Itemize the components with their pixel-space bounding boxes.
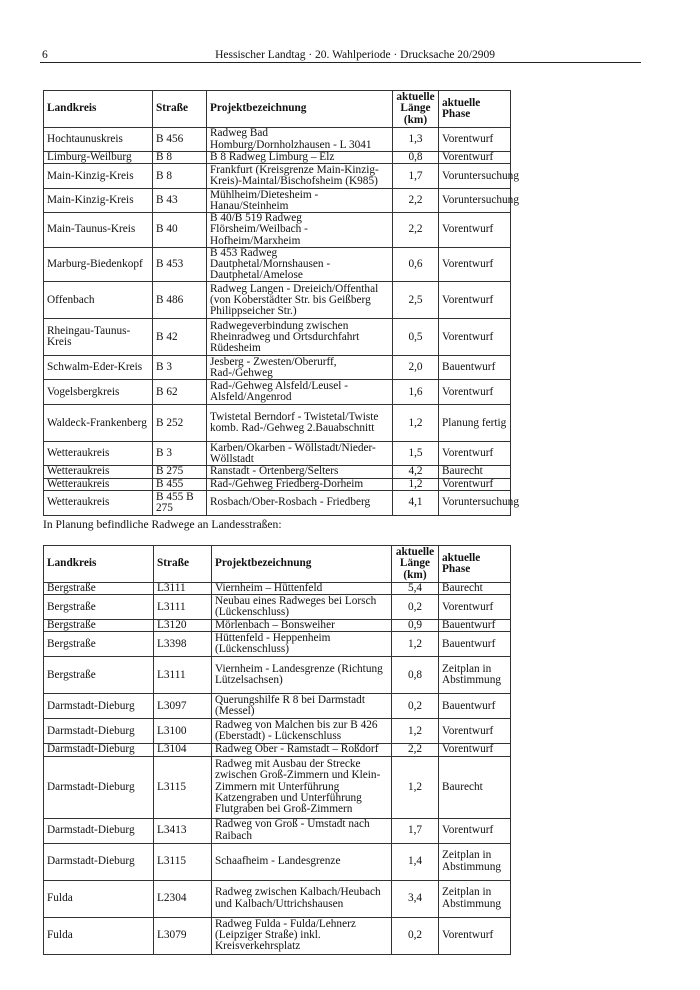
bundesstrassen-radwege-table [43, 90, 519, 516]
cell-phase: Vorentwurf [439, 319, 511, 356]
cell-laenge: 1,2 [393, 405, 439, 442]
cell-projekt: Twistetal Berndorf - Twistetal/Twiste komb. Rad-/Gehweg 2.Bauabschnitt [207, 405, 393, 442]
cell-phase: Bauentwurf [439, 356, 511, 380]
cell-landkreis: Bergstraße [44, 657, 154, 694]
table-row [44, 917, 511, 954]
cell-phase: Voruntersuchung [439, 189, 511, 213]
cell-landkreis: Schwalm-Eder-Kreis [44, 356, 153, 380]
cell-landkreis: Fulda [44, 917, 154, 954]
cell-laenge: 1,2 [393, 478, 439, 490]
cell-laenge: 1,2 [392, 719, 439, 744]
table-row [44, 128, 511, 152]
cell-phase: Bauentwurf [439, 620, 511, 632]
cell-laenge: 2,0 [393, 356, 439, 380]
cell-landkreis: Wetteraukreis [44, 466, 153, 478]
table-row [44, 164, 511, 189]
cell-strasse: B 252 [153, 405, 207, 442]
cell-strasse: L3104 [154, 744, 212, 756]
table-row [44, 843, 511, 880]
column-header-projekt: Projektbezeichnung [207, 91, 393, 128]
cell-projekt: Viernheim - Landesgrenze (Richtung Lützelsachsen) [212, 657, 392, 694]
cell-projekt: Schaafheim - Landesgrenze [212, 843, 392, 880]
cell-landkreis: Wetteraukreis [44, 442, 153, 466]
cell-strasse: L3413 [154, 818, 212, 843]
table-row [44, 356, 511, 380]
cell-phase: Planung fertig [439, 405, 511, 442]
document-reference: Hessischer Landtag · 20. Wahlperiode · Drucksache 20/2909 [215, 49, 495, 61]
cell-projekt: Viernheim – Hüttenfeld [212, 583, 392, 595]
cell-phase: Vorentwurf [439, 744, 511, 756]
table-row [44, 694, 511, 719]
cell-projekt: Radwegeverbindung zwischen Rheinradweg und Ortsdurchfahrt Rüdesheim [207, 319, 393, 356]
cell-strasse: B 42 [153, 319, 207, 356]
cell-phase: Vorentwurf [439, 595, 511, 620]
table-row [44, 152, 511, 164]
cell-phase: Baurecht [439, 756, 511, 818]
cell-strasse: B 3 [153, 442, 207, 466]
header-rule [40, 62, 641, 63]
cell-projekt: Ranstadt - Ortenberg/Selters [207, 466, 393, 478]
cell-laenge: 0,6 [393, 247, 439, 282]
cell-strasse: B 8 [153, 164, 207, 189]
cell-laenge: 4,1 [393, 490, 439, 515]
cell-laenge: 0,2 [392, 694, 439, 719]
cell-laenge: 0,2 [392, 595, 439, 620]
table-row [44, 620, 511, 632]
cell-projekt: Rad-/Gehweg Friedberg-Dorheim [207, 478, 393, 490]
table-row [44, 213, 511, 248]
cell-strasse: L3100 [154, 719, 212, 744]
landesstrassen-radwege-table [43, 545, 511, 955]
cell-phase: Zeitplan in Abstimmung [439, 657, 511, 694]
table-row [44, 595, 511, 620]
cell-projekt: Radweg Langen - Dreieich/Offenthal (von Koberstädter Str. bis Geißberg Philippseicher Str.) [207, 282, 393, 319]
cell-strasse: L3115 [154, 756, 212, 818]
cell-landkreis: Wetteraukreis [44, 490, 153, 515]
cell-laenge: 1,2 [392, 632, 439, 657]
page-number: 6 [42, 49, 48, 61]
cell-phase: Zeitplan in Abstimmung [439, 843, 511, 880]
cell-phase: Bauentwurf [439, 632, 511, 657]
column-header-phase: aktuelle Phase [439, 546, 511, 583]
table-row [44, 490, 511, 515]
cell-laenge: 0,2 [392, 917, 439, 954]
column-header-strasse: Straße [153, 91, 207, 128]
cell-projekt: Radweg Bad Homburg/Dornholzhausen - L 3041 [207, 128, 393, 152]
cell-phase: Vorentwurf [439, 818, 511, 843]
cell-phase: Voruntersuchung [439, 164, 511, 189]
cell-projekt: Karben/Okarben - Wöllstadt/Nieder-Wöllstadt [207, 442, 393, 466]
cell-laenge: 2,5 [393, 282, 439, 319]
cell-landkreis: Main-Kinzig-Kreis [44, 189, 153, 213]
cell-phase: Zeitplan in Abstimmung [439, 880, 511, 917]
cell-projekt: Radweg Fulda - Fulda/Lehnerz (Leipziger Straße) inkl. Kreisverkehrsplatz [212, 917, 392, 954]
cell-landkreis: Darmstadt-Dieburg [44, 756, 154, 818]
cell-landkreis: Limburg-Weilburg [44, 152, 153, 164]
cell-landkreis: Main-Kinzig-Kreis [44, 164, 153, 189]
cell-strasse: B 453 [153, 247, 207, 282]
cell-strasse: L3115 [154, 843, 212, 880]
cell-laenge: 0,8 [393, 152, 439, 164]
cell-landkreis: Marburg-Biedenkopf [44, 247, 153, 282]
cell-laenge: 3,4 [392, 880, 439, 917]
cell-landkreis: Darmstadt-Dieburg [44, 818, 154, 843]
cell-laenge: 1,7 [392, 818, 439, 843]
cell-landkreis: Bergstraße [44, 583, 154, 595]
cell-phase: Vorentwurf [439, 282, 511, 319]
cell-laenge: 1,3 [393, 128, 439, 152]
cell-strasse: B 8 [153, 152, 207, 164]
cell-laenge: 1,5 [393, 442, 439, 466]
cell-strasse: L2304 [154, 880, 212, 917]
cell-phase: Baurecht [439, 583, 511, 595]
cell-landkreis: Offenbach [44, 282, 153, 319]
cell-projekt: Radweg zwischen Kalbach/Heubach und Kalbach/Uttrichshausen [212, 880, 392, 917]
cell-landkreis: Darmstadt-Dieburg [44, 843, 154, 880]
column-header-strasse: Straße [154, 546, 212, 583]
cell-landkreis: Bergstraße [44, 632, 154, 657]
table-row [44, 880, 511, 917]
cell-projekt: Rosbach/Ober-Rosbach - Friedberg [207, 490, 393, 515]
column-header-phase: aktuelle Phase [439, 91, 511, 128]
cell-laenge: 5,4 [392, 583, 439, 595]
cell-laenge: 0,9 [392, 620, 439, 632]
cell-strasse: L3120 [154, 620, 212, 632]
cell-laenge: 4,2 [393, 466, 439, 478]
cell-strasse: B 455 [153, 478, 207, 490]
cell-landkreis: Rheingau-Taunus-Kreis [44, 319, 153, 356]
cell-projekt: B 8 Radweg Limburg – Elz [207, 152, 393, 164]
table-row [44, 189, 511, 213]
cell-laenge: 2,2 [392, 744, 439, 756]
cell-phase: Baurecht [439, 466, 511, 478]
cell-landkreis: Darmstadt-Dieburg [44, 744, 154, 756]
cell-projekt: Mühlheim/Dietesheim - Hanau/Steinheim [207, 189, 393, 213]
cell-projekt: Jesberg - Zwesten/Oberurff, Rad-/Gehweg [207, 356, 393, 380]
cell-landkreis: Hochtaunuskreis [44, 128, 153, 152]
cell-phase: Vorentwurf [439, 478, 511, 490]
cell-strasse: B 455 B 275 [153, 490, 207, 515]
cell-projekt: Neubau eines Radweges bei Lorsch (Lückenschluss) [212, 595, 392, 620]
cell-laenge: 1,7 [393, 164, 439, 189]
cell-laenge: 0,8 [392, 657, 439, 694]
cell-laenge: 0,5 [393, 319, 439, 356]
cell-landkreis: Vogelsbergkreis [44, 380, 153, 405]
cell-projekt: Radweg Ober - Ramstadt – Roßdorf [212, 744, 392, 756]
table-header-row [44, 546, 511, 583]
table-header-row [44, 91, 511, 128]
cell-projekt: Rad-/Gehweg Alsfeld/Leusel - Alsfeld/Angenrod [207, 380, 393, 405]
table-row [44, 466, 511, 478]
cell-strasse: B 275 [153, 466, 207, 478]
cell-phase: Vorentwurf [439, 380, 511, 405]
cell-strasse: B 486 [153, 282, 207, 319]
cell-projekt: Radweg von Groß - Umstadt nach Raibach [212, 818, 392, 843]
cell-strasse: B 43 [153, 189, 207, 213]
cell-projekt: Radweg mit Ausbau der Strecke zwischen Groß-Zimmern und Klein-Zimmern mit Unterführung Katzengraben und Unterführung Flutgraben bei Groß-Zimmern [212, 756, 392, 818]
cell-landkreis: Darmstadt-Dieburg [44, 719, 154, 744]
cell-phase: Vorentwurf [439, 917, 511, 954]
cell-landkreis: Waldeck-Frankenberg [44, 405, 153, 442]
cell-phase: Bauentwurf [439, 694, 511, 719]
cell-strasse: B 62 [153, 380, 207, 405]
cell-projekt: Frankfurt (Kreisgrenze Main-Kinzig-Kreis)-Maintal/Bischofsheim (K985) [207, 164, 393, 189]
column-header-laenge: aktuelle Länge (km) [392, 546, 439, 583]
cell-projekt: B 40/B 519 Radweg Flörsheim/Weilbach - Hofheim/Marxheim [207, 213, 393, 248]
column-header-landkreis: Landkreis [44, 546, 154, 583]
cell-projekt: Hüttenfeld - Heppenheim (Lückenschluss) [212, 632, 392, 657]
table-row [44, 247, 511, 282]
column-header-laenge: aktuelle Länge (km) [393, 91, 439, 128]
cell-strasse: L3097 [154, 694, 212, 719]
table-row [44, 632, 511, 657]
table-row [44, 478, 511, 490]
cell-landkreis: Wetteraukreis [44, 478, 153, 490]
cell-phase: Voruntersuchung [439, 490, 511, 515]
cell-laenge: 1,2 [392, 756, 439, 818]
table-row [44, 818, 511, 843]
cell-strasse: L3111 [154, 657, 212, 694]
cell-phase: Vorentwurf [439, 128, 511, 152]
cell-landkreis: Fulda [44, 880, 154, 917]
cell-laenge: 2,2 [393, 189, 439, 213]
cell-landkreis: Darmstadt-Dieburg [44, 694, 154, 719]
table-row [44, 405, 511, 442]
cell-phase: Vorentwurf [439, 152, 511, 164]
cell-landkreis: Bergstraße [44, 620, 154, 632]
table-row [44, 657, 511, 694]
cell-laenge: 1,4 [392, 843, 439, 880]
column-header-landkreis: Landkreis [44, 91, 153, 128]
cell-laenge: 1,6 [393, 380, 439, 405]
cell-laenge: 2,2 [393, 213, 439, 248]
cell-strasse: L3398 [154, 632, 212, 657]
cell-strasse: L3111 [154, 583, 212, 595]
cell-strasse: B 3 [153, 356, 207, 380]
cell-strasse: L3111 [154, 595, 212, 620]
cell-phase: Vorentwurf [439, 719, 511, 744]
column-header-projekt: Projektbezeichnung [212, 546, 392, 583]
cell-strasse: B 456 [153, 128, 207, 152]
cell-phase: Vorentwurf [439, 247, 511, 282]
table-row [44, 756, 511, 818]
cell-projekt: B 453 Radweg Dautphetal/Mornshausen - Dautphetal/Amelose [207, 247, 393, 282]
cell-strasse: L3079 [154, 917, 212, 954]
table-row [44, 380, 511, 405]
table-row [44, 583, 511, 595]
cell-strasse: B 40 [153, 213, 207, 248]
table-row [44, 719, 511, 744]
cell-projekt: Radweg von Malchen bis zur B 426 (Eberstadt) - Lückenschluss [212, 719, 392, 744]
cell-phase: Vorentwurf [439, 442, 511, 466]
table-row [44, 442, 511, 466]
cell-projekt: Querungshilfe R 8 bei Darmstadt (Messel) [212, 694, 392, 719]
table-row [44, 319, 511, 356]
table-row [44, 282, 511, 319]
page-header [40, 48, 641, 63]
section-heading-landesstrassen: In Planung befindliche Radwege an Landesstraßen: [43, 518, 282, 531]
cell-landkreis: Main-Taunus-Kreis [44, 213, 153, 248]
table-row [44, 744, 511, 756]
cell-phase: Vorentwurf [439, 213, 511, 248]
cell-landkreis: Bergstraße [44, 595, 154, 620]
cell-projekt: Mörlenbach – Bonsweiher [212, 620, 392, 632]
